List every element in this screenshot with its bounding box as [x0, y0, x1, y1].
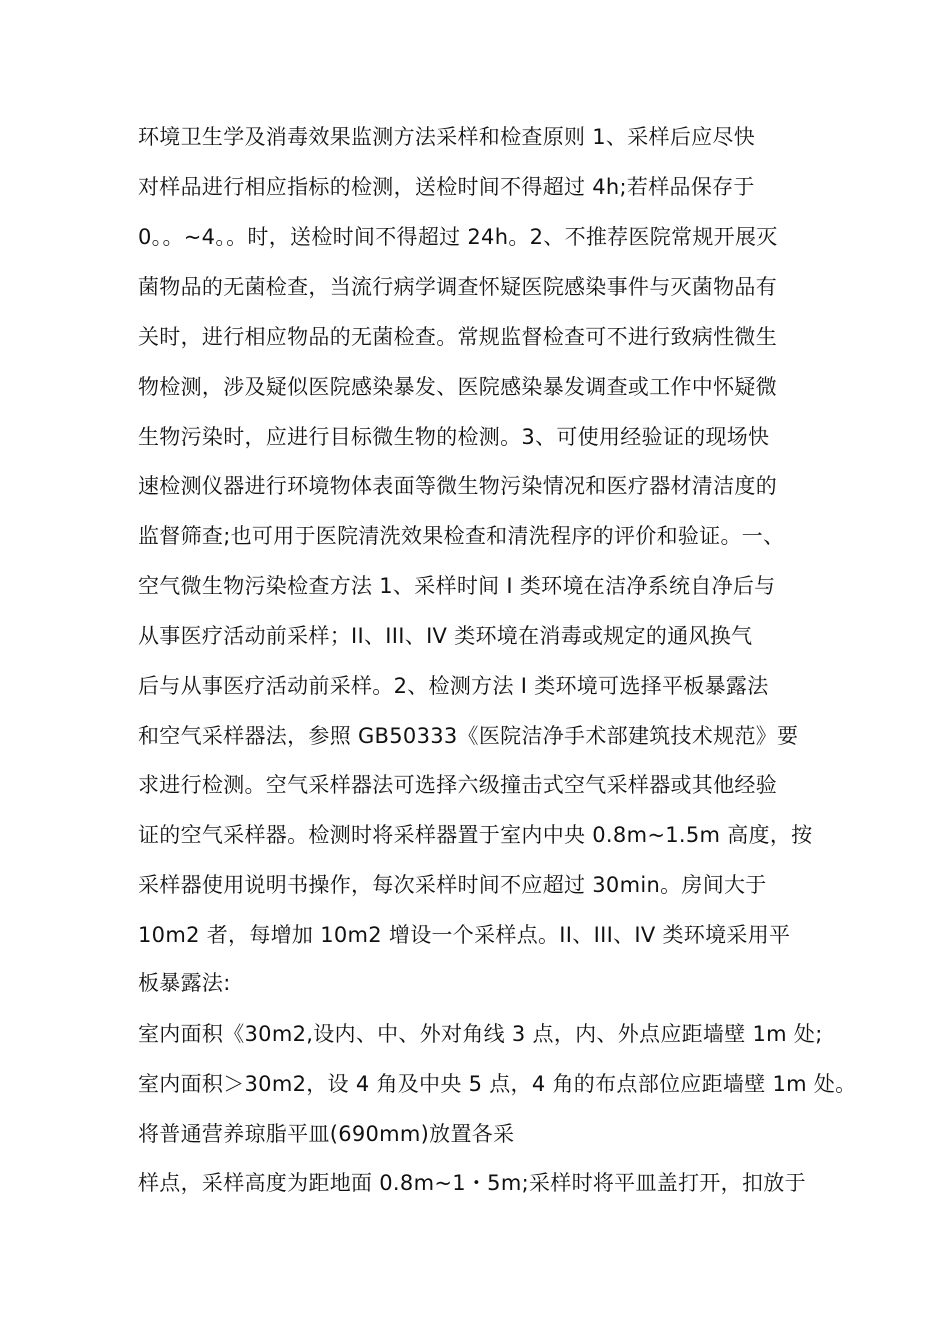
text-line: 样点，采样高度为距地面 0.8m~1・5m;采样时将平皿盖打开，扣放于 — [138, 1171, 806, 1195]
text-line: 从事医疗活动前采样；II、III、IV 类环境在消毒或规定的通风换气 — [138, 624, 753, 648]
text-line: 板暴露法: — [138, 971, 231, 995]
text-line: 对样品进行相应指标的检测，送检时间不得超过 4h;若样品保存于 — [138, 175, 755, 199]
text-line: 关时，进行相应物品的无菌检查。常规监督检查可不进行致病性微生 — [138, 325, 777, 349]
text-line: 空气微生物污染检查方法 1、采样时间 I 类环境在洁净系统自净后与 — [138, 574, 776, 598]
text-line: 菌物品的无菌检查，当流行病学调查怀疑医院感染事件与灭菌物品有 — [138, 275, 777, 299]
text-line: 环境卫生学及消毒效果监测方法采样和检查原则 1、采样后应尽快 — [138, 125, 756, 149]
text-line: 证的空气采样器。检测时将采样器置于室内中央 0.8m~1.5m 高度，按 — [138, 823, 813, 847]
text-line: 速检测仪器进行环境物体表面等微生物污染情况和医疗器材清洁度的 — [138, 474, 777, 498]
text-line: 室内面积＞30m2，设 4 角及中央 5 点，4 角的布点部位应距墙壁 1m 处。 — [138, 1072, 857, 1096]
text-line: 和空气采样器法，参照 GB50333《医院洁净手术部建筑技术规范》要 — [138, 724, 799, 748]
text-line: 0。。~4。。时，送检时间不得超过 24h。2、不推荐医院常规开展灭 — [138, 225, 778, 249]
text-line: 采样器使用说明书操作，每次采样时间不应超过 30min。房间大于 — [138, 873, 767, 897]
text-line: 求进行检测。空气采样器法可选择六级撞击式空气采样器或其他经验 — [138, 773, 777, 797]
text-line: 后与从事医疗活动前采样。2、检测方法 I 类环境可选择平板暴露法 — [138, 674, 769, 698]
text-line: 将普通营养琼脂平皿(690mm)放置各采 — [138, 1122, 515, 1146]
text-line: 监督筛查;也可用于医院清洗效果检查和清洗程序的评价和验证。一、 — [138, 524, 785, 548]
text-line: 室内面积《30m2,设内、中、外对角线 3 点，内、外点应距墙壁 1m 处; — [138, 1022, 823, 1046]
text-line: 生物污染时，应进行目标微生物的检测。3、可使用经验证的现场快 — [138, 425, 770, 449]
text-line: 10m2 者，每增加 10m2 增设一个采样点。II、III、IV 类环境采用平 — [138, 923, 791, 947]
text-line: 物检测，涉及疑似医院感染暴发、医院感染暴发调查或工作中怀疑微 — [138, 375, 777, 399]
